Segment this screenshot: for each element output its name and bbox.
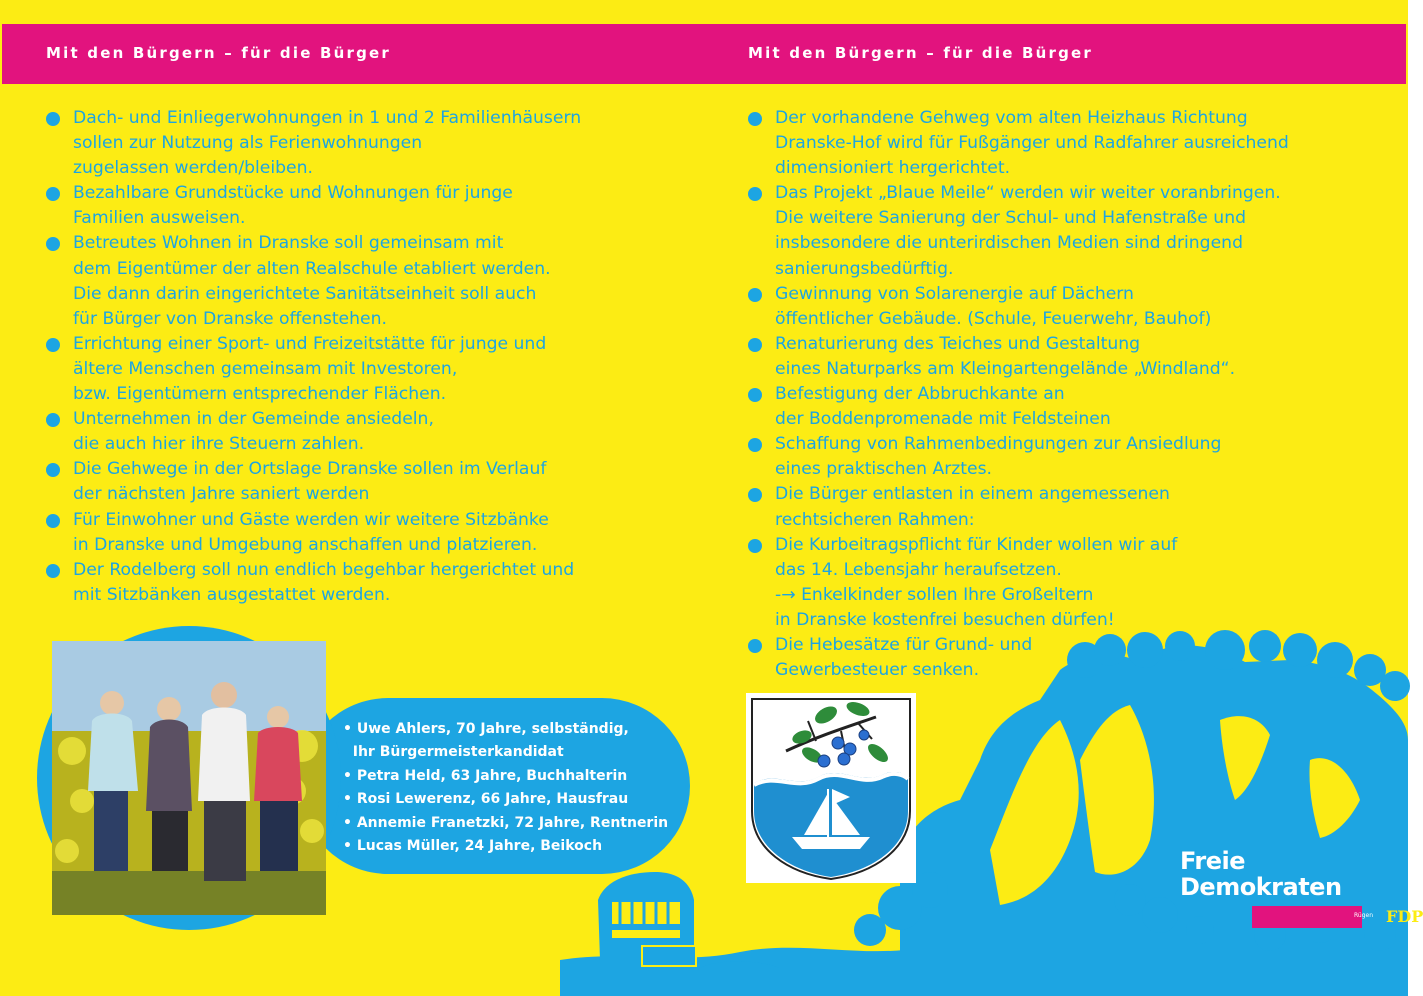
list-item-line: für Bürger von Dranske offenstehen.: [73, 308, 387, 329]
list-item-line: Bezahlbare Grundstücke und Wohnungen für junge: [73, 183, 513, 204]
list-item-line: Die Bürger entlasten in einem angemessenen: [775, 484, 1170, 505]
dot-icon: [46, 338, 60, 352]
list-item: [746, 332, 1289, 382]
list-item-line: Die Kurbeitragspflicht für Kinder wollen wir auf: [775, 534, 1178, 555]
team-member: [343, 835, 668, 858]
list-item: [44, 181, 581, 231]
left-header-title: Mit den Bürgern – für die Bürger: [46, 44, 392, 62]
list-item-line: Gewerbesteuer senken.: [775, 660, 980, 681]
logo-line2: Demokraten: [1180, 873, 1342, 901]
logo-pill: [1252, 906, 1423, 928]
list-item-line: Betreutes Wohnen in Dranske soll gemeinsam mit: [73, 233, 504, 254]
list-item-line: Dach- und Einliegerwohnungen in 1 und 2 Familienhäusern: [73, 108, 582, 128]
team-photo: [52, 641, 326, 915]
list-item: [746, 633, 1289, 683]
list-item-line: • Rosi Lewerenz, 66 Jahre, Hausfrau: [343, 791, 629, 808]
list-item-line: eines praktischen Arztes.: [775, 459, 993, 480]
list-item-line: Errichtung einer Sport- und Freizeitstätte für junge und: [73, 333, 547, 354]
list-item: [44, 457, 581, 507]
list-item-line: öffentlicher Gebäude. (Schule, Feuerwehr, Bauhof): [775, 308, 1212, 329]
list-item-line: Familien ausweisen.: [73, 208, 246, 229]
list-item-line: Die weitere Sanierung der Schul- und Hafenstraße und: [775, 208, 1246, 229]
list-item: [746, 382, 1289, 432]
list-item-line: Unternehmen in der Gemeinde ansiedeln,: [73, 409, 434, 430]
dot-icon: [46, 463, 60, 477]
dot-icon: [748, 187, 762, 201]
dot-icon: [748, 288, 762, 302]
list-item: [44, 106, 581, 181]
list-item: [44, 231, 581, 331]
list-item-line: insbesondere die unterirdischen Medien sind dringend: [775, 233, 1243, 254]
logo-line1: Freie: [1180, 847, 1245, 875]
dot-icon: [748, 438, 762, 452]
list-item-line: -→ Enkelkinder sollen Ihre Großeltern: [775, 584, 1094, 605]
dot-icon: [748, 112, 762, 126]
list-item-line: sanierungsbedürftig.: [775, 258, 954, 279]
dot-icon: [748, 388, 762, 402]
coat-of-arms-ship-icon: [746, 693, 916, 883]
list-item: [746, 181, 1289, 281]
list-item-line: Der vorhandene Gehweg vom alten Heizhaus Richtung: [775, 108, 1248, 128]
list-item-line: Die Hebesätze für Grund- und: [775, 634, 1033, 655]
list-item-line: Dranske-Hof wird für Fußgänger und Radfahrer ausreichend: [775, 133, 1289, 154]
dot-icon: [46, 413, 60, 427]
list-item-line: Gewinnung von Solarenergie auf Dächern: [775, 283, 1134, 304]
dot-icon: [46, 514, 60, 528]
list-item: [746, 282, 1289, 332]
team-member: [343, 765, 668, 788]
dot-icon: [46, 564, 60, 578]
list-item-line: Ihr Bürgermeisterkandidat: [343, 744, 564, 761]
list-item-line: in Dranske und Umgebung anschaffen und platzieren.: [73, 534, 538, 555]
list-item-line: mit Sitzbänken ausgestattet werden.: [73, 584, 391, 605]
list-item-line: Für Einwohner und Gäste werden wir weitere Sitzbänke: [73, 509, 549, 530]
list-item: [44, 508, 581, 558]
list-item-line: rechtsicheren Rahmen:: [775, 509, 975, 530]
list-item-line: der nächsten Jahre saniert werden: [73, 484, 370, 505]
dot-icon: [748, 488, 762, 502]
list-item-line: eines Naturparks am Kleingartengelände „Windland“.: [775, 358, 1236, 379]
right-header-title: Mit den Bürgern – für die Bürger: [748, 44, 1094, 62]
team-member: [343, 812, 668, 835]
list-item: [44, 558, 581, 608]
list-item-line: zugelassen werden/bleiben.: [73, 158, 313, 179]
dot-icon: [748, 338, 762, 352]
list-item-line: • Lucas Müller, 24 Jahre, Beikoch: [343, 838, 603, 855]
list-item-line: Schaffung von Rahmenbedingungen zur Ansiedlung: [775, 434, 1222, 455]
list-item: [44, 332, 581, 407]
list-item-line: in Dranske kostenfrei besuchen dürfen!: [775, 609, 1115, 630]
list-item-line: der Boddenpromenade mit Feldsteinen: [775, 409, 1111, 430]
list-item-line: das 14. Lebensjahr heraufsetzen.: [775, 559, 1062, 580]
dot-icon: [748, 539, 762, 553]
list-item-line: bzw. Eigentümern entsprechender Flächen.: [73, 384, 447, 405]
team-list: [343, 718, 668, 858]
list-item-line: die auch hier ihre Steuern zahlen.: [73, 434, 365, 455]
list-item-line: Der Rodelberg soll nun endlich begehbar hergerichtet und: [73, 559, 575, 580]
list-item-line: Renaturierung des Teiches und Gestaltung: [775, 333, 1141, 354]
dot-icon: [46, 112, 60, 126]
team-member: [343, 718, 668, 765]
dot-icon: [748, 639, 762, 653]
team-member: [343, 788, 668, 811]
left-bullet-list: [44, 106, 581, 608]
list-item-line: sollen zur Nutzung als Ferienwohnungen: [73, 133, 423, 154]
logo-party: FDP: [1386, 907, 1423, 926]
beach-chair-icon: [598, 872, 696, 966]
right-bullet-list: [746, 106, 1289, 683]
logo-region: Rügen: [1354, 912, 1374, 919]
list-item-line: dimensioniert hergerichtet.: [775, 158, 1011, 179]
fdp-logo: [1180, 847, 1423, 932]
list-item: [746, 106, 1289, 181]
list-item-line: Die dann darin eingerichtete Sanitätseinheit soll auch: [73, 283, 537, 304]
list-item-line: Das Projekt „Blaue Meile“ werden wir weiter voranbringen.: [775, 183, 1281, 204]
list-item-line: Befestigung der Abbruchkante an: [775, 384, 1065, 405]
list-item: [44, 407, 581, 457]
list-item-line: • Annemie Franetzki, 72 Jahre, Rentnerin: [343, 814, 669, 831]
dot-icon: [46, 237, 60, 251]
list-item-line: • Petra Held, 63 Jahre, Buchhalterin: [343, 767, 628, 784]
list-item: [746, 482, 1289, 532]
list-item-line: Die Gehwege in der Ortslage Dranske sollen im Verlauf: [73, 459, 547, 480]
list-item: [746, 533, 1289, 633]
list-item: [746, 432, 1289, 482]
list-item-line: • Uwe Ahlers, 70 Jahre, selbständig,: [343, 721, 629, 737]
list-item-line: dem Eigentümer der alten Realschule etabliert werden.: [73, 258, 551, 279]
list-item-line: ältere Menschen gemeinsam mit Investoren,: [73, 358, 458, 379]
dot-icon: [46, 187, 60, 201]
